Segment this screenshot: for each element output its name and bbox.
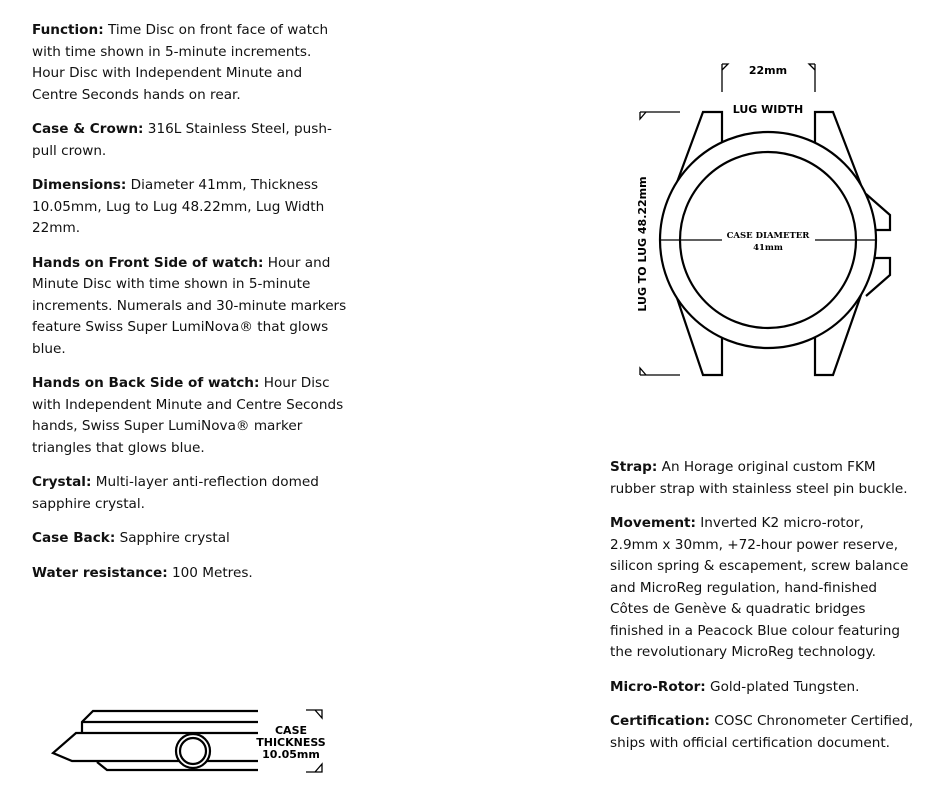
spec-text: Multi-layer anti-reflection domed sapphire crystal. xyxy=(32,474,319,512)
spec-label: Case & Crown: xyxy=(32,121,144,137)
spec-label: Crystal: xyxy=(32,474,92,490)
lug-to-lug-label: LUG TO LUG 48.22mm xyxy=(636,176,649,312)
spec-text: Gold-plated Tungsten. xyxy=(705,678,860,695)
spec-label: Hands on Back Side of watch: xyxy=(32,375,260,391)
spec-label: Hands on Front Side of watch: xyxy=(32,254,264,271)
thickness-label: THICKNESS xyxy=(256,736,326,749)
case-label: CASE xyxy=(274,724,308,737)
front-view-diagram xyxy=(636,64,890,375)
spec-text: Hour and Minute Disc with time shown in 5-minute increments. Numerals and 30-minute markers feature Swiss Super LumiNova® that glows blue. xyxy=(32,254,347,357)
spec-label: Certification: xyxy=(610,713,710,729)
case-diameter-value: 41mm xyxy=(753,243,783,253)
spec-text: 100 Metres. xyxy=(167,564,253,581)
spec-text: Inverted K2 micro-rotor, 2.9mm x 30mm, +72-hour power reserve, silicon spring & escapement, screw balance and MicroReg regulation, hand-finished Côtes de Genève & quadratic bridges finished in a Peacock Blue colour featuring the revolutionary MicroReg technology. xyxy=(610,515,909,660)
spec-label: Dimensions: xyxy=(32,177,127,193)
spec-text: Diameter 41mm, Thickness 10.05mm, Lug to Lug 48.22mm, Lug Width 22mm. xyxy=(32,177,325,236)
lug-width-value: 22mm xyxy=(748,64,788,77)
side-view-diagram xyxy=(53,710,326,772)
spec-text: COSC Chronometer Certified, ships with official certification document. xyxy=(610,713,914,751)
spec-label: Function: xyxy=(32,22,104,38)
spec-text: Time Disc on front face of watch with time shown in 5-minute increments. Hour Disc with Independent Minute and Centre Seconds hands on rear. xyxy=(32,22,329,103)
spec-label: Micro-Rotor: xyxy=(610,678,706,695)
thickness-value: 10.05mm xyxy=(262,748,320,761)
spec-label: Movement: xyxy=(610,515,696,531)
spec-text: Sapphire crystal xyxy=(115,530,230,546)
spec-label: Strap: xyxy=(610,459,658,475)
spec-text: Hour Disc with Independent Minute and Centre Seconds hands, Swiss Super LumiNova® marker triangles that glows blue. xyxy=(32,375,344,456)
spec-text: An Horage original custom FKM rubber strap with stainless steel pin buckle. xyxy=(610,459,908,497)
lug-width-label: LUG WIDTH xyxy=(732,103,804,116)
spec-text: 316L Stainless Steel, push-pull crown. xyxy=(32,121,332,159)
case-diameter-label: CASE DIAMETER xyxy=(726,231,810,241)
spec-label: Case Back: xyxy=(32,530,116,546)
spec-label: Water resistance: xyxy=(32,564,168,581)
